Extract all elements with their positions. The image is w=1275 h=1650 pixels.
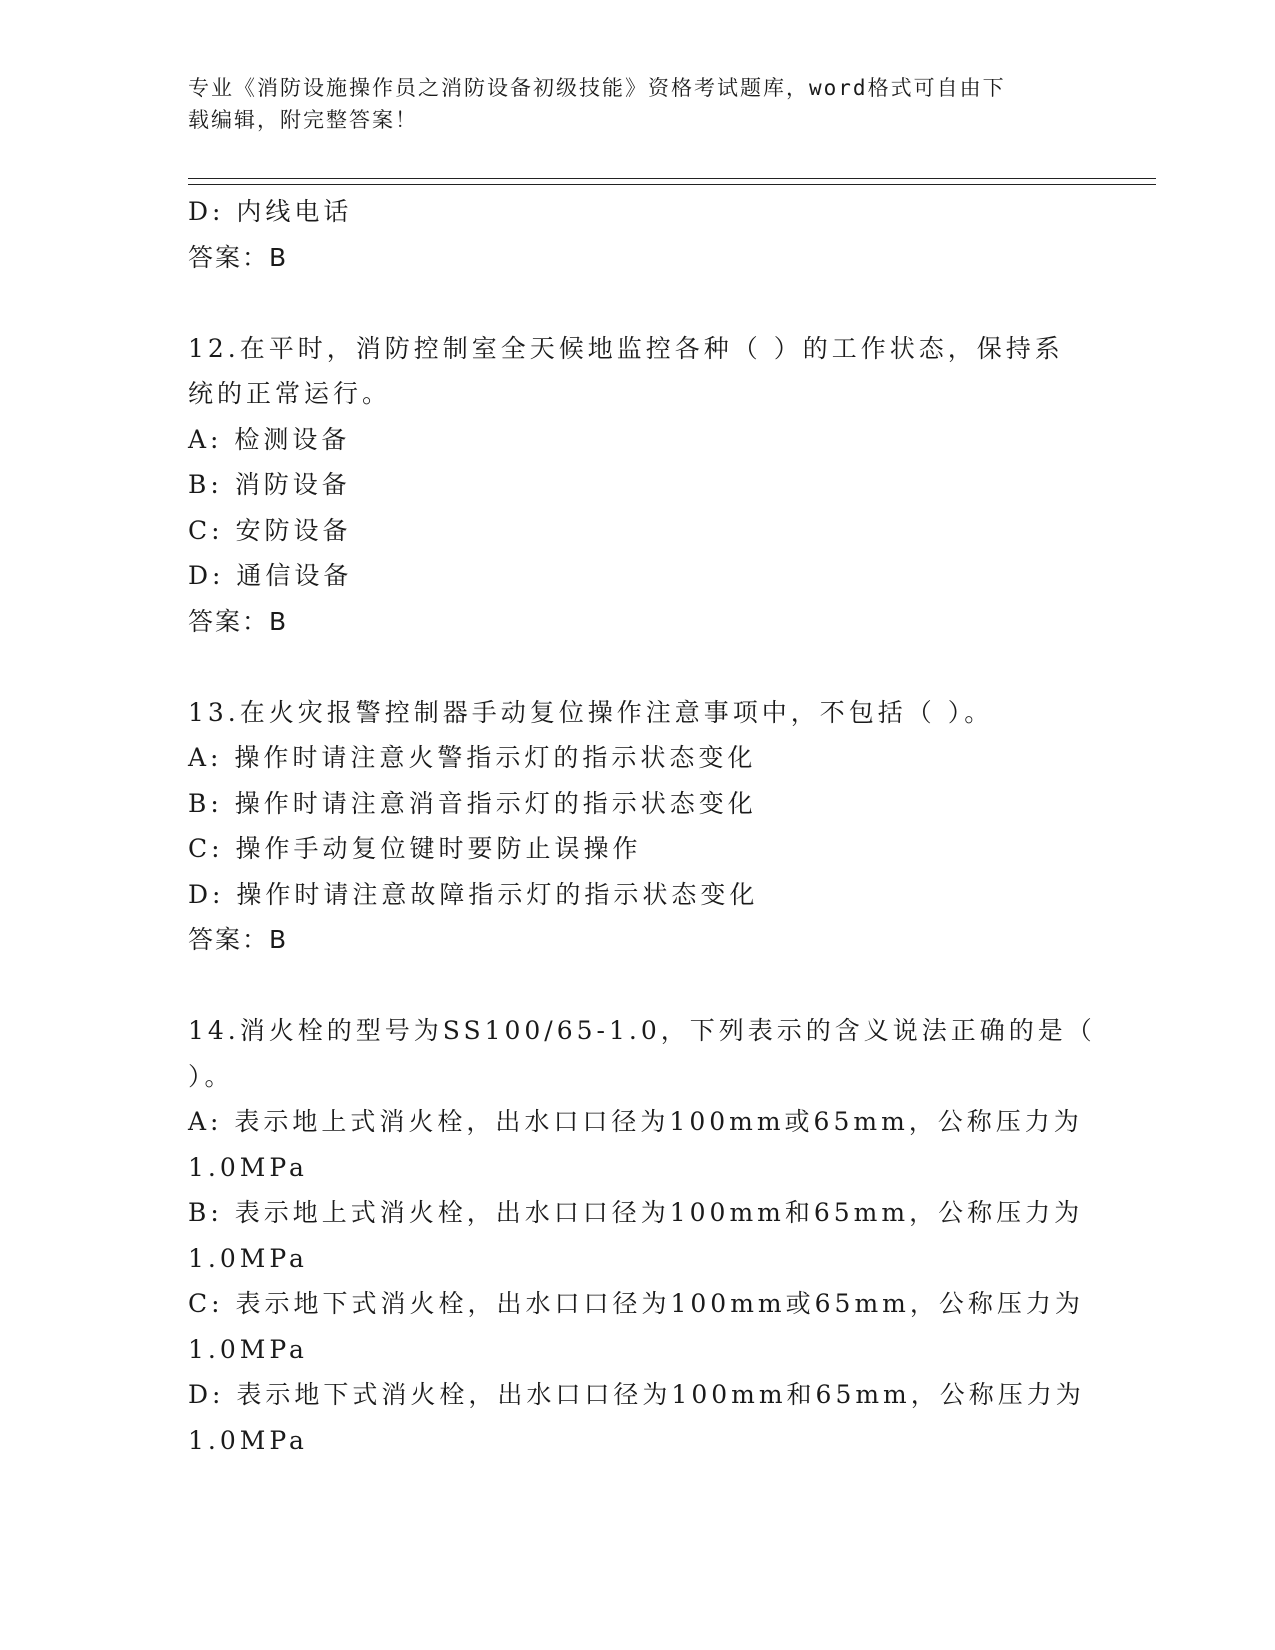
question-12	[188, 326, 1148, 645]
question-stem: 13.在火灾报警控制器手动复位操作注意事项中，不包括（ ）。	[188, 697, 994, 727]
option-a: A: 操作时请注意火警指示灯的指示状态变化	[188, 743, 757, 772]
question-stem: 统的正常运行。	[188, 379, 392, 408]
option-d: D: 操作时请注意故障指示灯的指示状态变化	[188, 879, 759, 909]
option-b-continued: 1.0MPa	[188, 1243, 308, 1273]
question-content	[188, 189, 1148, 1463]
answer-line	[188, 235, 1148, 281]
spacer	[188, 280, 1148, 326]
header-divider	[188, 184, 1156, 185]
answer-value: B	[269, 925, 288, 954]
answer-label: 答案：	[188, 242, 270, 272]
question-stem: ）。	[188, 1061, 234, 1091]
option-b: B: 表示地上式消火栓，出水口口径为100mm和65mm，公称压力为	[188, 1198, 1084, 1227]
question-stem: 12.在平时，消防控制室全天候地监控各种（ ）的工作状态，保持系	[188, 333, 1064, 363]
answer-line	[188, 917, 1148, 963]
answer-value: B	[269, 606, 288, 636]
answer-label: 答案：	[188, 606, 270, 636]
option-d: D: 表示地下式消火栓，出水口口径为100mm和65mm，公称压力为	[188, 1380, 1085, 1409]
option-c: C: 操作手动复位键时要防止误操作	[188, 834, 642, 863]
option-d-continued: 1.0MPa	[188, 1425, 308, 1455]
document-header	[188, 72, 1068, 136]
spacer	[188, 644, 1148, 690]
option-c: C: 表示地下式消火栓，出水口口径为100mm或65mm，公称压力为	[188, 1289, 1084, 1318]
option-a: A: 检测设备	[188, 424, 351, 454]
answer-label: 答案：	[188, 925, 270, 954]
header-line: 载编辑，附完整答案！	[188, 108, 418, 132]
header-divider	[188, 178, 1156, 179]
header-line: 专业《消防设施操作员之消防设备初级技能》资格考试题库，word格式可自由下	[188, 76, 1006, 100]
question-stem: 14.消火栓的型号为SS100/65-1.0，下列表示的含义说法正确的是（	[188, 1016, 1096, 1045]
option-b: B: 操作时请注意消音指示灯的指示状态变化	[188, 788, 757, 818]
answer-line	[188, 599, 1148, 645]
option-d: D: 通信设备	[188, 561, 353, 590]
option-a: A: 表示地上式消火栓，出水口口径为100mm或65mm，公称压力为	[188, 1107, 1083, 1136]
option-c: C: 安防设备	[188, 515, 352, 545]
option-a-continued: 1.0MPa	[188, 1152, 308, 1182]
question-13	[188, 690, 1148, 963]
option-c-continued: 1.0MPa	[188, 1334, 308, 1364]
answer-value: B	[269, 242, 288, 272]
question-14	[188, 1008, 1148, 1463]
option-b: B: 消防设备	[188, 470, 351, 499]
option-d: D: 内线电话	[188, 197, 353, 226]
spacer	[188, 963, 1148, 1009]
